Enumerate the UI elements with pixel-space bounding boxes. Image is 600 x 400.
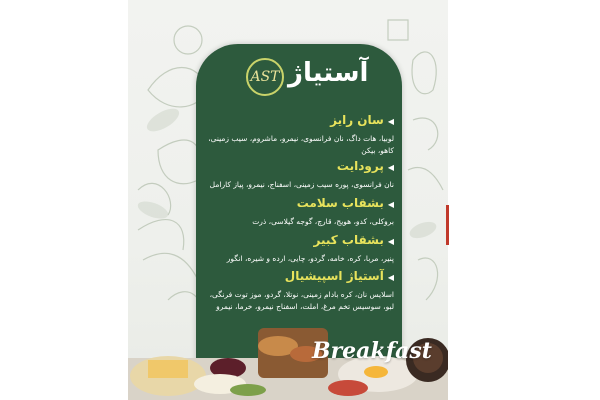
brand-monogram: AST	[246, 58, 284, 96]
menu-item-title: سان رایز	[330, 113, 384, 127]
triangle-bullet-icon: ◀	[387, 117, 394, 126]
menu-item-description: نان فرانسوی، پوره سیب زمینی، اسفناج، نیمرو، پیاز کارامل	[209, 180, 394, 189]
menu-item-description: بروکلی، کدو، هویج، قارچ، گوجه گیلاسی، ذرت	[252, 217, 394, 226]
menu-item-description: پنیر، مربا، کره، خامه، گردو، چایی، ارده و شیره، انگور	[226, 254, 394, 263]
menu-item-title: آستیاژ اسپیشیال	[284, 269, 384, 283]
breakfast-title: Breakfast	[312, 338, 432, 364]
triangle-bullet-icon: ◀	[387, 163, 394, 172]
menu-item	[206, 158, 394, 191]
brand-name: آستیاژ	[288, 58, 369, 88]
menu-item-description: لوبیا، هات داگ، نان فرانسوی، نیمرو، ماشروم، سیب زمینی، کاهو، بیکن	[208, 134, 394, 155]
brand-header	[232, 56, 392, 100]
triangle-bullet-icon: ◀	[387, 200, 394, 209]
menu-item	[206, 112, 394, 157]
menu-item-title: بشقاب کبیر	[313, 233, 384, 247]
menu-item-title: بشقاب سلامت	[296, 196, 384, 210]
triangle-bullet-icon: ◀	[387, 273, 394, 282]
menu-item	[206, 195, 394, 228]
accent-bar	[446, 205, 449, 245]
menu-item-description: اسلایس نان، کره بادام زمینی، نوتلا، گردو، موز توت فرنگی، لبو، سوسیس تخم مرغ، املت، اسفناج نیمرو، خرما، نیمرو	[209, 290, 394, 311]
menu-item	[206, 232, 394, 265]
menu-item-title: پرودایت	[336, 159, 384, 173]
menu-item	[206, 268, 394, 313]
triangle-bullet-icon: ◀	[387, 237, 394, 246]
